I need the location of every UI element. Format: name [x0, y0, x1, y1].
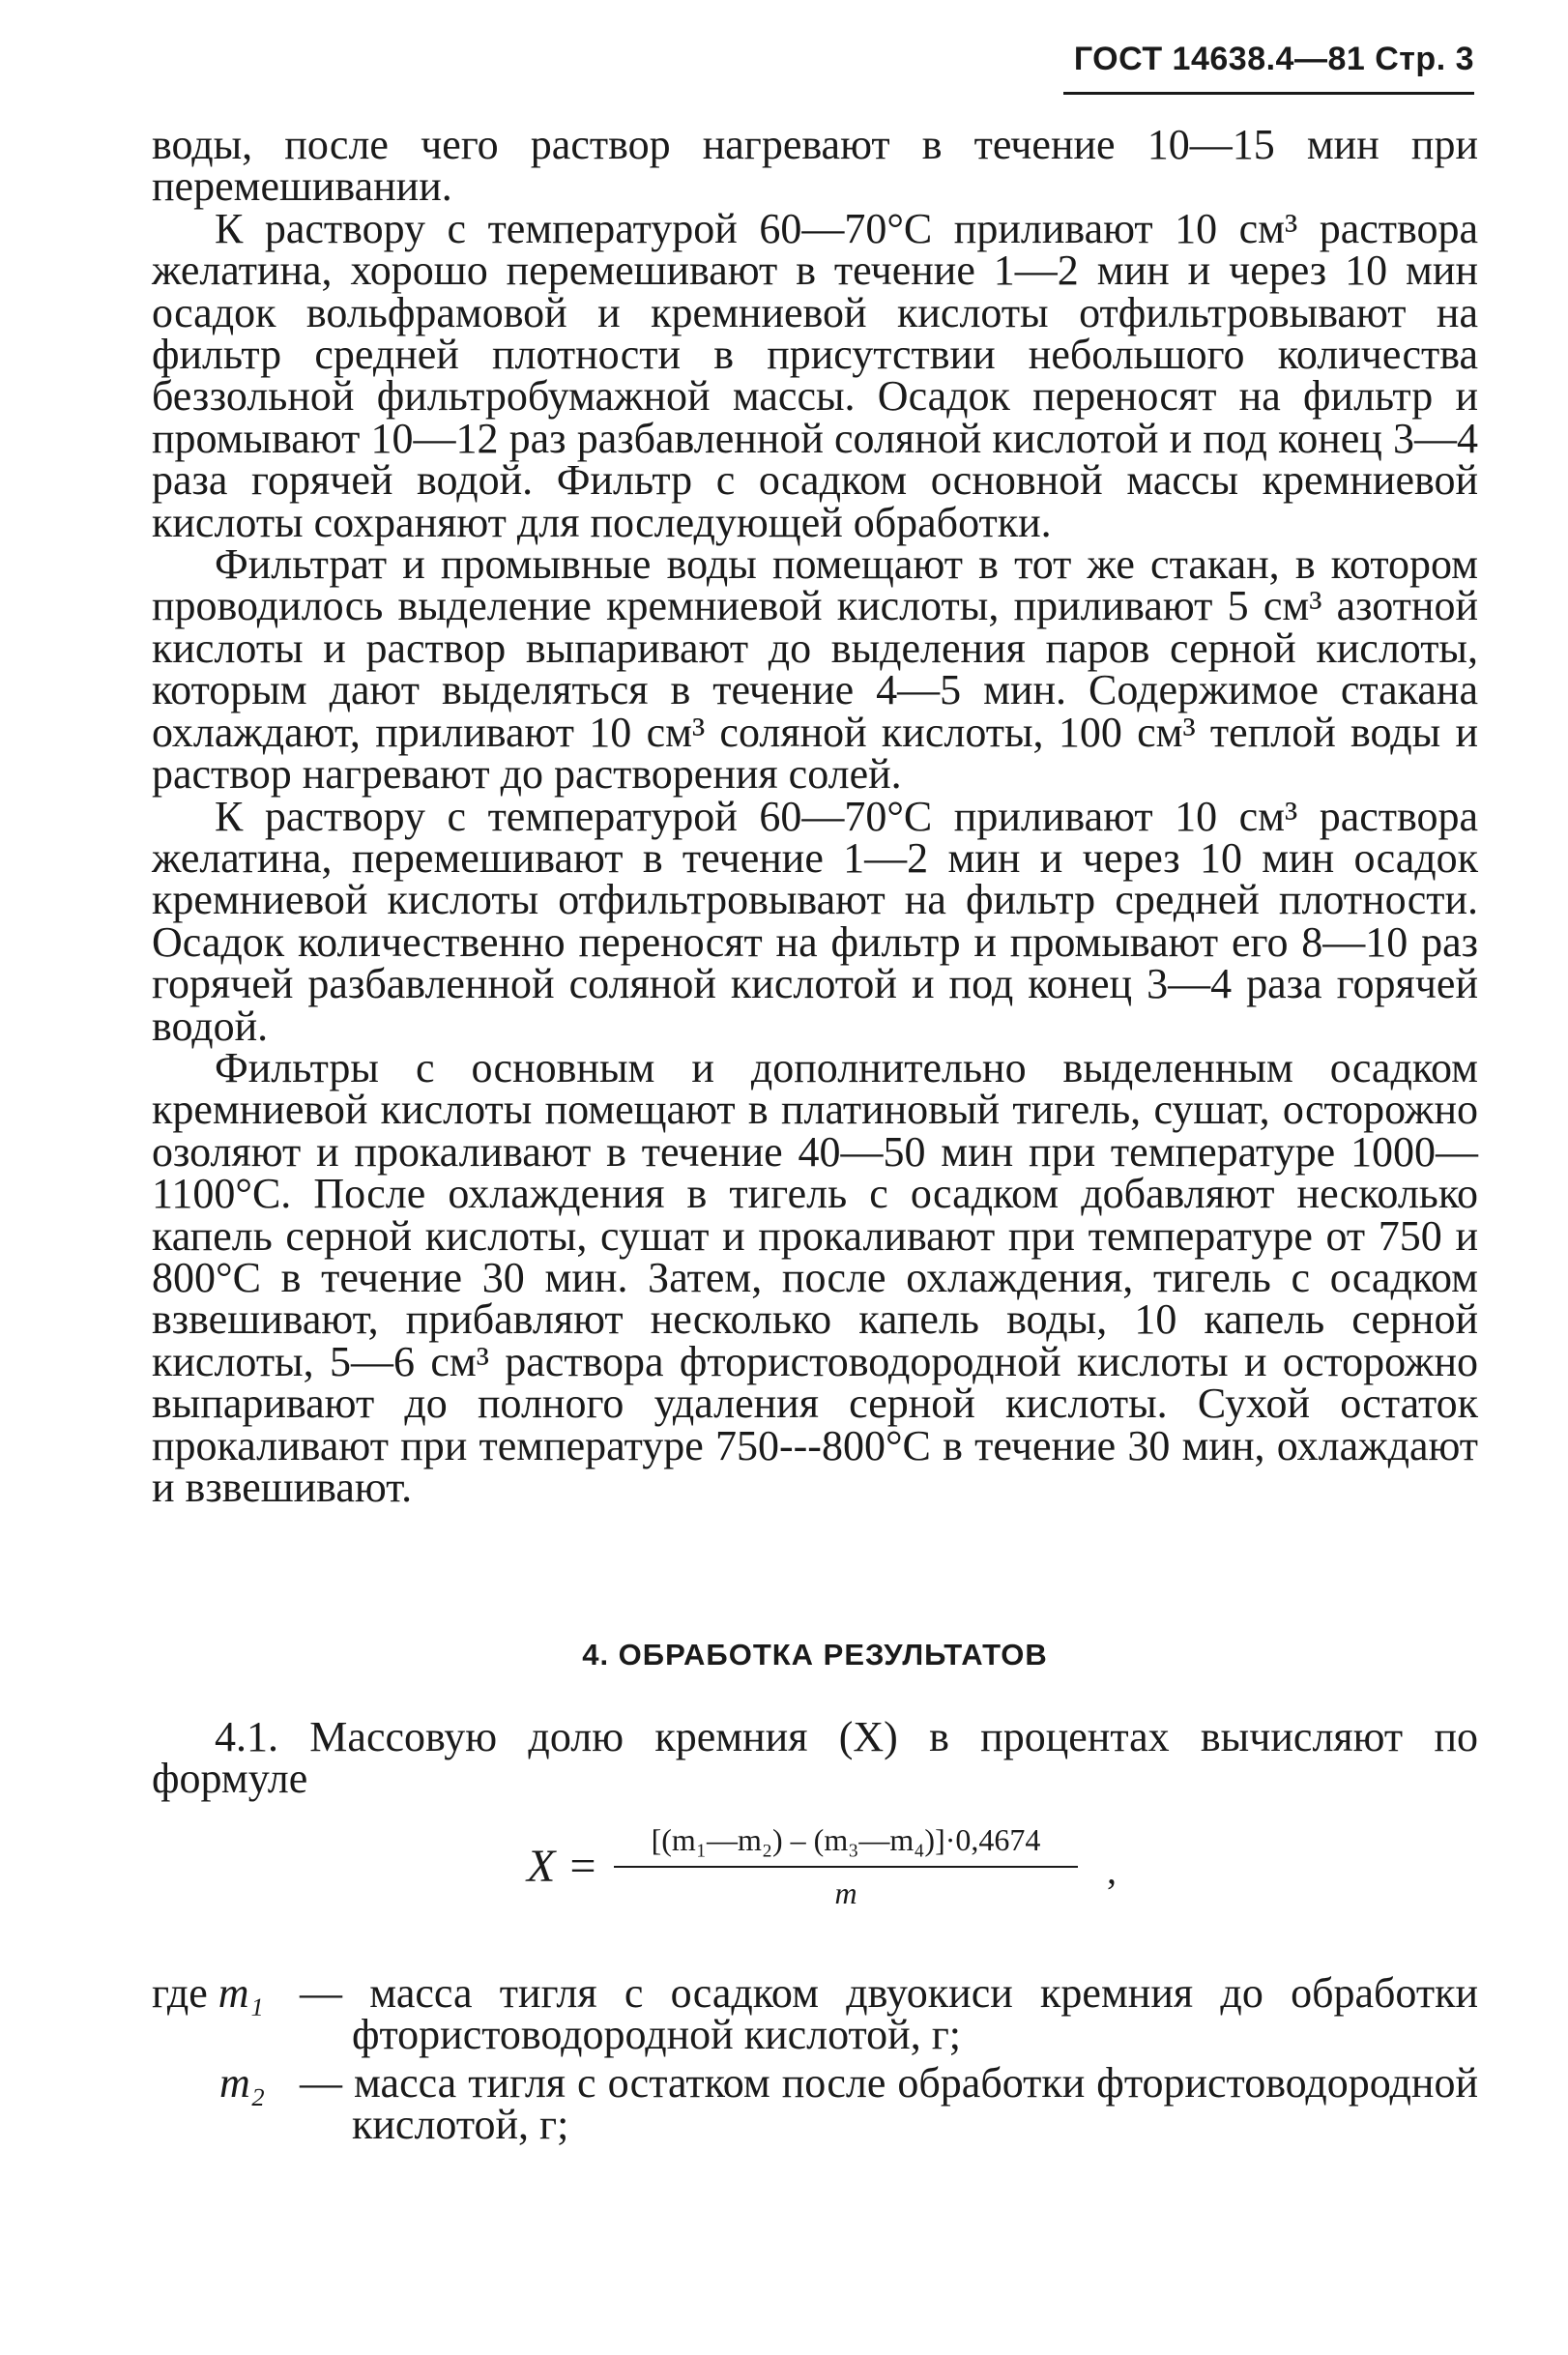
formula-trailing: , — [1107, 1848, 1117, 1892]
definition-text: — масса тигля с остатком после обработки фтористоводородной кислотой, г; — [300, 2058, 1478, 2149]
definition-text: — масса тигля с осадком двуокиси кремния до обработки фтористоводородной кислотой, г; — [300, 1969, 1478, 2059]
paragraph-5: Фильтры с основным и дополнительно выделенным осадком кремниевой кислоты помещают в платиновый тигель, сушат, осторожно озоляют и прокаливают в течение 40—50 мин при температуре 1000—1100°С. После охлаждения в тигель с осадком добавляют несколько капель серной кислоты, сушат и прокаливают при температуре от 750 и 800°С в течение 30 мин. Затем, после охлаждения, тигель с осадком взвешивают, прибавляют несколько капель воды, 10 капель серной кислоты, 5—6 см³ раствора фтористоводородной кислоты и осторожно выпаривают до полного удаления серной кислоты. Сухой остаток прокаливают при температуре 750---800°С в течение 30 мин, охлаждают и взвешивают. — [152, 1043, 1478, 1511]
header-rule — [1063, 92, 1474, 95]
definition-symbol: m₁ — [218, 1969, 264, 2017]
clause-4-1-text: 4.1. Массовую долю кремния (X) в процентах вычисляют по формуле — [152, 1713, 1478, 1803]
paragraph-2: К раствору с температурой 60—70°С приливают 10 см³ раствора желатина, хорошо перемешивают в течение 1—2 мин и через 10 мин осадок вольфрамовой и кремниевой кислоты отфильтровывают на фильтр средней плотности в присутствии небольшого количества беззольной фильтробумажной массы. Осадок переносят на фильтр и промывают 10—12 раз разбавленной соляной кислотой и под конец 3—4 раза горячей водой. Фильтр с осадком основной массы кремниевой кислоты сохраняют для последующей обработки. — [152, 204, 1478, 546]
paragraph-3: Фильтрат и промывные воды помещают в тот же стакан, в котором проводилось выделение кремниевой кислоты, приливают 5 см³ азотной кислоты и раствор выпаривают до выделения паров серной кислоты, которым дают выделяться в течение 4—5 мин. Содержимое стакана охлаждают, приливают 10 см³ соляной кислоты, 100 см³ теплой воды и раствор нагревают до растворения солей. — [152, 540, 1478, 799]
fraction-bar — [614, 1866, 1078, 1868]
page-header: ГОСТ 14638.4—81 Стр. 3 — [1073, 41, 1474, 77]
section-heading: 4. ОБРАБОТКА РЕЗУЛЬТАТОВ — [582, 1638, 1048, 1672]
definition-m2 — [152, 2058, 1478, 2149]
definition-m1 — [152, 1969, 1478, 2059]
definition-symbol: m₂ — [219, 2058, 266, 2107]
formula-denominator: m — [834, 1875, 857, 1910]
formula — [527, 1822, 1184, 1929]
definition-prefix: где — [152, 1969, 208, 2017]
formula-lhs: X = — [527, 1841, 598, 1892]
paragraph-1: воды, после чего раствор нагревают в течение 10—15 мин при перемешивании. — [152, 121, 1478, 211]
clause-4-1 — [152, 1713, 1478, 1803]
paragraph-4: К раствору с температурой 60—70°С приливают 10 см³ раствора желатина, перемешивают в течение 1—2 мин и через 10 мин осадок кремниевой кислоты отфильтровывают на фильтр средней плотности. Осадок количественно переносят на фильтр и промывают его 8—10 раз горячей разбавленной соляной кислотой и под конец 3—4 раза горячей водой. — [152, 792, 1478, 1050]
document-body — [152, 121, 1478, 1511]
variable-definitions — [152, 1969, 1478, 2152]
formula-numerator: [(m₁—m₂) – (m₃—m₄)]·0,4674 — [651, 1822, 1041, 1857]
